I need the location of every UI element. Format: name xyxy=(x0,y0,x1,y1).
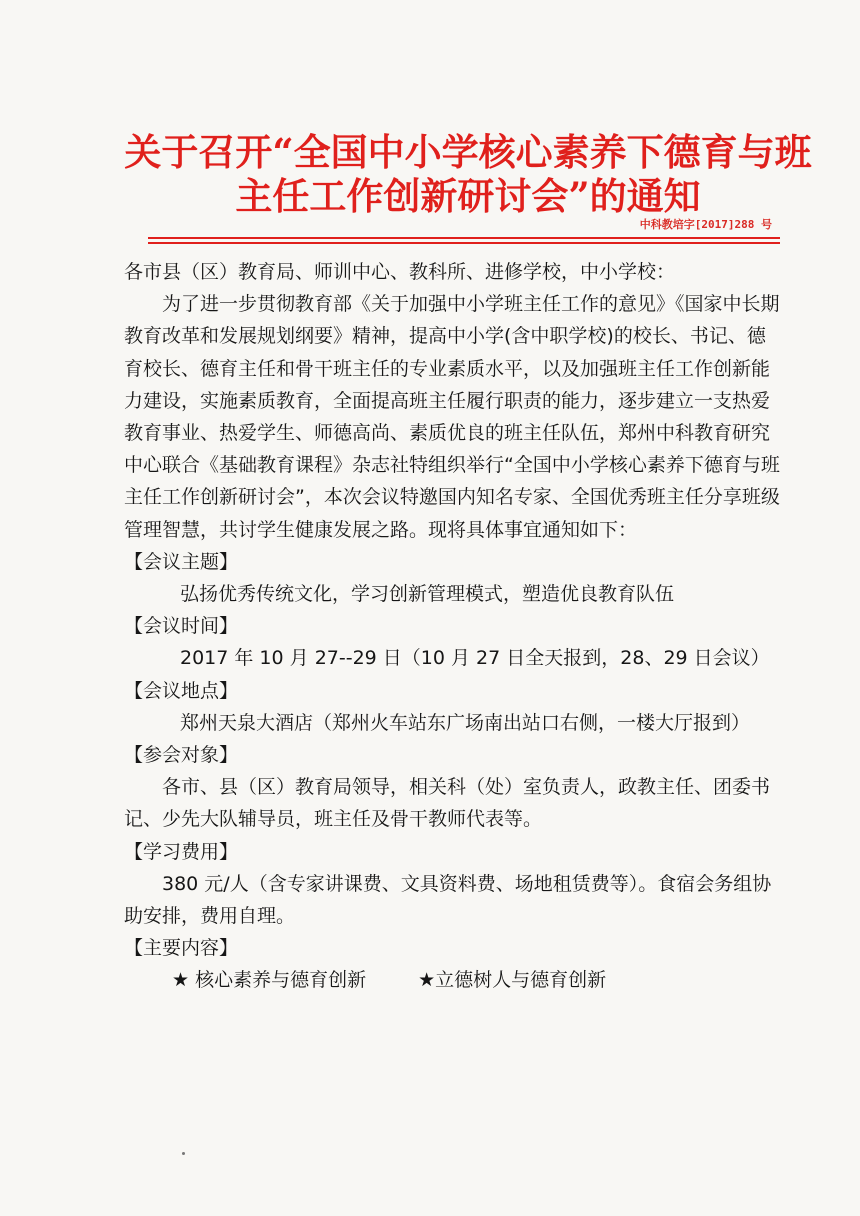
salutation: 各市县（区）教育局、师训中心、教科所、进修学校，中小学校： xyxy=(124,261,676,283)
section-heading-attendees: 【参会对象】 xyxy=(124,744,239,767)
section-content-fees: 380 元/人（含专家讲课费、文具资料费、场地租赁费等）。食宿会务组协助安排，费用自理。 xyxy=(124,872,772,928)
section-content-location: 郑州天泉大酒店（郑州火车站东广场南出站口右侧，一楼大厅报到） xyxy=(180,711,751,734)
section-content-attendees: 各市、县（区）教育局领导，相关科（处）室负责人，政教主任、团委书记、少先大队辅导员，班主任及骨干教师代表等。 xyxy=(124,776,771,831)
section-heading-location: 【会议地点】 xyxy=(124,679,239,702)
section-heading-theme: 【会议主题】 xyxy=(124,550,239,573)
title-line-1: 关于召开“全国中小学核心素养下德育与班 xyxy=(124,130,812,174)
section-heading-contents: 【主要内容】 xyxy=(124,937,239,960)
document-title xyxy=(118,130,818,218)
section-heading-fees: 【学习费用】 xyxy=(124,840,239,863)
section-content-theme: 弘扬优秀传统文化，学习创新管理模式，塑造优良教育队伍 xyxy=(180,583,675,606)
document-number: 中科教培字[2017]288 号 xyxy=(639,218,772,231)
contents-item: ★ 核心素养与德育创新 xyxy=(172,969,367,992)
contents-item: ★立德树人与德育创新 xyxy=(418,969,607,992)
document-body xyxy=(124,256,784,997)
contents-list xyxy=(124,964,784,996)
section-content-time: 2017 年 10 月 27--29 日（10 月 27 日全天报到，28、29 日会议） xyxy=(180,647,770,670)
red-divider xyxy=(148,237,780,244)
intro-paragraph: 为了进一步贯彻教育部《关于加强中小学班主任工作的意见》《国家中长期教育改革和发展规划纲要》精神，提高中小学(含中职学校)的校长、书记、德育校长、德育主任和骨干班主任的专业素质水平，以及加强班主任工作创新能力建设，实施素质教育，全面提高班主任履行职责的能力，逐步建立一支热爱教育事业、热爱学生、师德高尚、素质优良的班主任队伍，郑州中科教育研究中心联合《基础教育课程》杂志社特组织举行“全国中小学核心素养下德育与班主任工作创新研讨会”，本次会议特邀国内知名专家、全国优秀班主任分享班级管理智慧，共讨学生健康发展之路。现将具体事宜通知如下： xyxy=(124,293,780,541)
scan-speck xyxy=(182,1152,185,1155)
section-heading-time: 【会议时间】 xyxy=(124,615,239,638)
title-line-2: 主任工作创新研讨会”的通知 xyxy=(235,174,701,218)
